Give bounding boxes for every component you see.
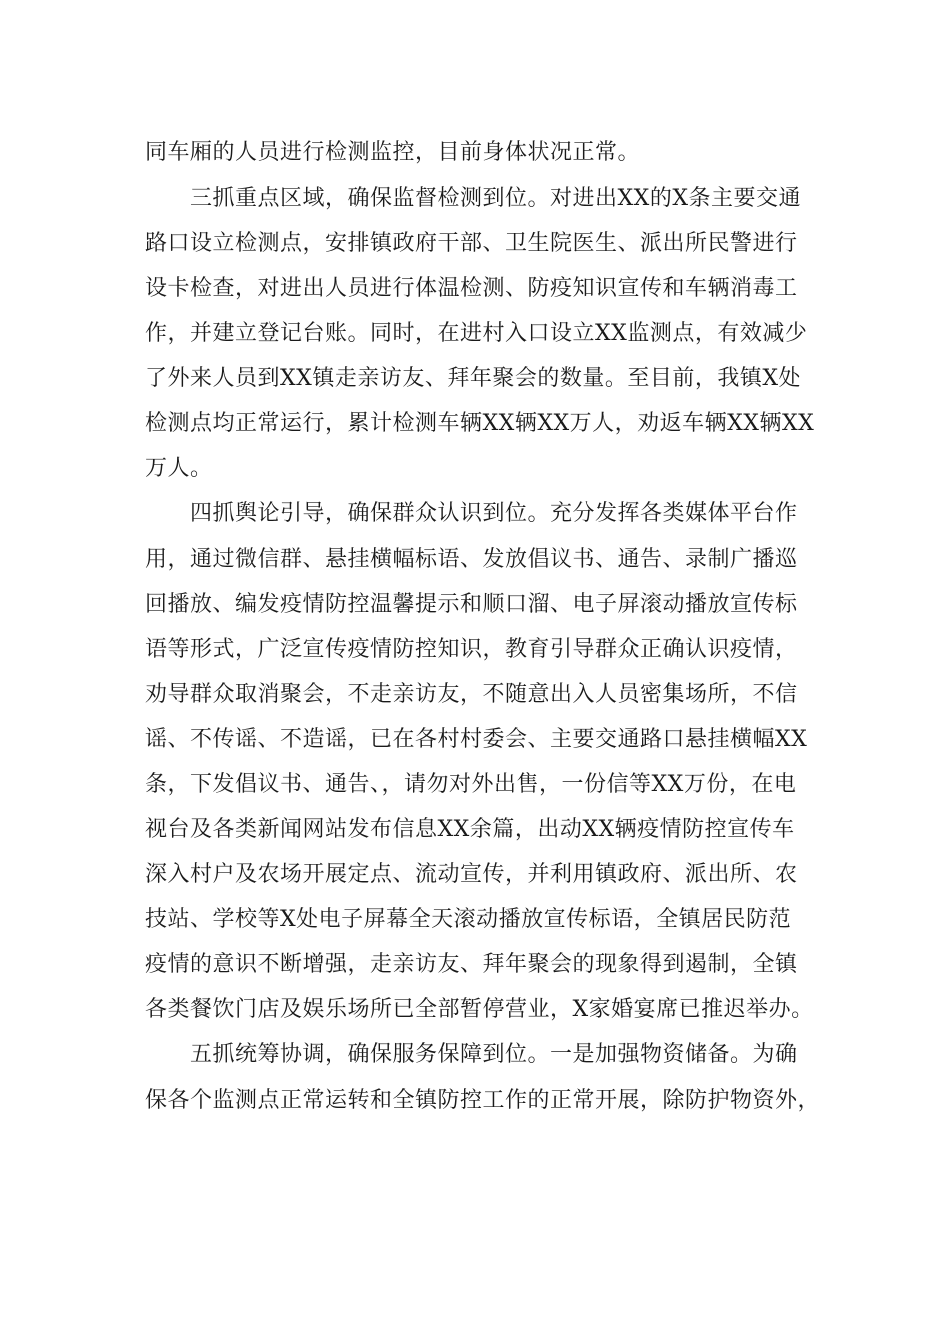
text-line: 技站、学校等X处电子屏幕全天滚动播放宣传标语，全镇居民防范 [145, 907, 792, 932]
text-line: 各类餐饮门店及娱乐场所已全部暂停营业，X家婚宴席已推迟举办。 [145, 997, 814, 1022]
text-line: 条，下发倡议书、通告、，请勿对外出售，一份信等XX万份，在电 [145, 772, 797, 797]
text-line: 谣、不传谣、不造谣，已在各村村委会、主要交通路口悬挂横幅XX [145, 727, 808, 752]
text-line: 同车厢的人员进行检测监控，目前身体状况正常。 [145, 140, 641, 165]
paragraph-start-line: 三抓重点区域，确保监督检测到位。对进出XX的X条主要交通 [190, 186, 801, 211]
text-line: 检测点均正常运行，累计检测车辆XX辆XX万人，劝返车辆XX辆XX [145, 411, 815, 436]
text-line: 语等形式，广泛宣传疫情防控知识，教育引导群众正确认识疫情， [145, 637, 798, 662]
text-line: 回播放、编发疫情防控温馨提示和顺口溜、电子屏滚动播放宣传标 [145, 592, 798, 617]
text-line: 万人。 [145, 456, 213, 481]
text-line: 深入村户及农场开展定点、流动宣传，并利用镇政府、派出所、农 [145, 862, 798, 887]
text-line: 视台及各类新闻网站发布信息XX余篇，出动XX辆疫情防控宣传车 [145, 817, 795, 842]
text-line: 设卡检查，对进出人员进行体温检测、防疫知识宣传和车辆消毒工 [145, 276, 798, 301]
text-line: 保各个监测点正常运转和全镇防控工作的正常开展，除防护物资外， [145, 1088, 821, 1113]
text-line: 作，并建立登记台账。同时，在进村入口设立XX监测点，有效减少 [145, 321, 808, 346]
text-line: 用，通过微信群、悬挂横幅标语、发放倡议书、通告、录制广播巡 [145, 547, 798, 572]
paragraph-start-line: 四抓舆论引导，确保群众认识到位。充分发挥各类媒体平台作 [190, 501, 798, 526]
paragraph-start-line: 五抓统筹协调，确保服务保障到位。一是加强物资储备。为确 [190, 1042, 798, 1067]
text-line: 疫情的意识不断增强，走亲访友、拜年聚会的现象得到遏制，全镇 [145, 952, 798, 977]
text-line: 了外来人员到XX镇走亲访友、拜年聚会的数量。至目前，我镇X处 [145, 366, 801, 391]
text-line: 路口设立检测点，安排镇政府干部、卫生院医生、派出所民警进行 [145, 231, 798, 256]
text-line: 劝导群众取消聚会，不走亲访友，不随意出入人员密集场所，不信 [145, 682, 798, 707]
